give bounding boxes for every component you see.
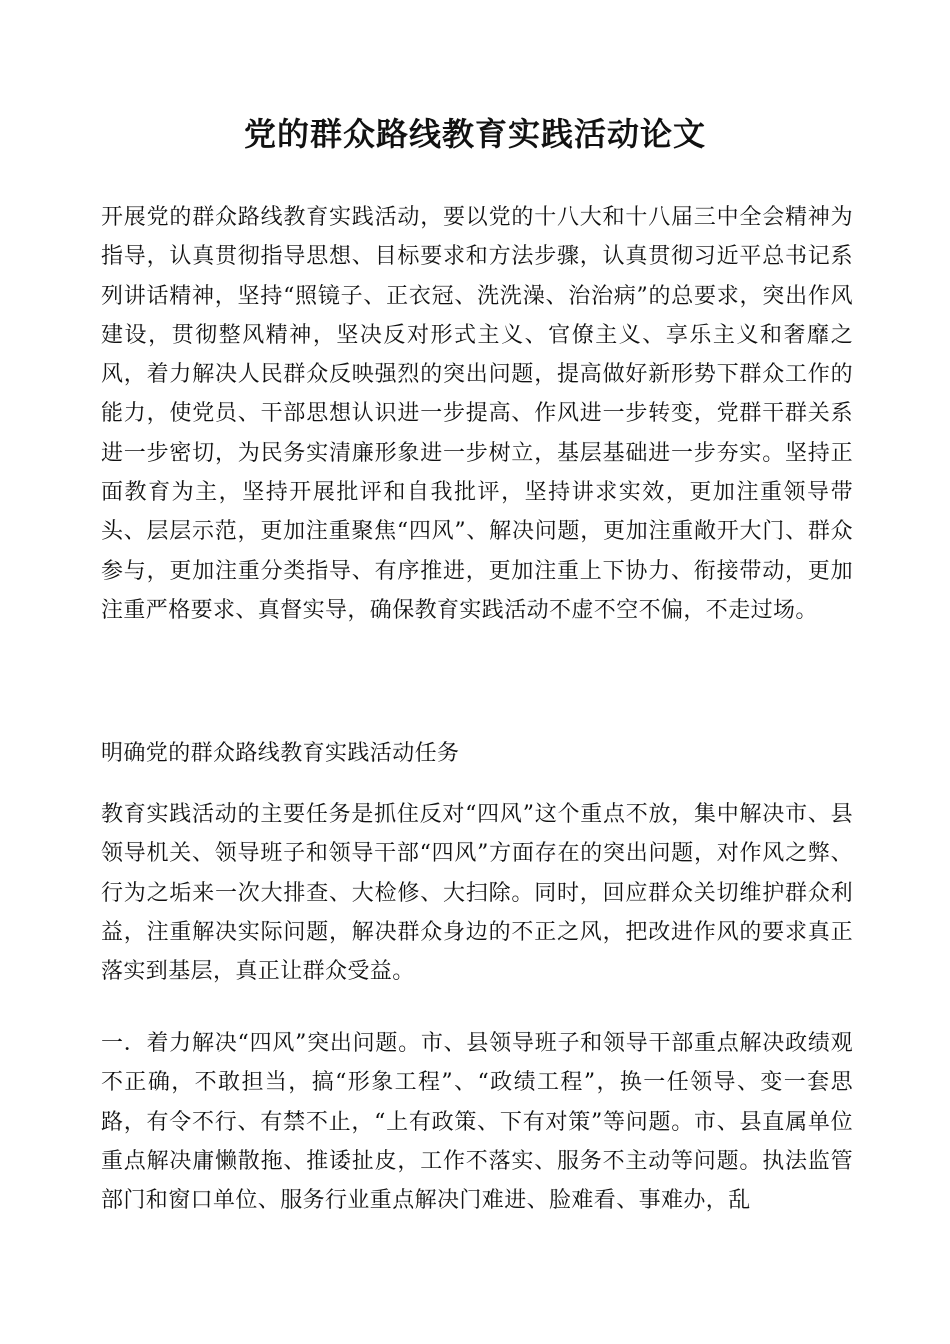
paragraph-intro: 开展党的群众路线教育实践活动，要以党的十八大和十八届三中全会精神为指导，认真贯彻指导思想、目标要求和方法步骤，认真贯彻习近平总书记系列讲话精神，坚持“照镜子、正衣冠、洗洗澡、治治病”的总要求，突出作风建设，贯彻整风精神，坚决反对形式主义、官僚主义、享乐主义和奢靡之风，着力解决人民群众反映强烈的突出问题，提高做好新形势下群众工作的能力，使党员、干部思想认识进一步提高、作风进一步转变，党群干群关系进一步密切，为民务实清廉形象进一步树立，基层基础进一步夯实。坚持正面教育为主，坚持开展批评和自我批评，坚持讲求实效，更加注重领导带头、层层示范，更加注重聚焦“四风”、解决问题，更加注重敞开大门、群众参与，更加注重分类指导、有序推进，更加注重上下协力、衔接带动，更加注重严格要求、真督实导，确保教育实践活动不虚不空不偏，不走过场。 [101, 205, 853, 623]
paragraph-tasks: 教育实践活动的主要任务是抓住反对“四风”这个重点不放，集中解决市、县领导机关、领导班子和领导干部“四风”方面存在的突出问题，对作风之弊、行为之垢来一次大排查、大检修、大扫除。同时，回应群众关切维护群众利益，注重解决实际问题，解决群众身边的不正之风，把改进作风的要求真正落实到基层，真正让群众受益。 [101, 802, 853, 985]
paragraph-four-winds: 一．着力解决“四风”突出问题。市、县领导班子和领导干部重点解决政绩观不正确，不敢担当，搞“形象工程”、“政绩工程”，换一任领导、变一套思路，有令不行、有禁不止，“上有政策、下有对策”等问题。市、县直属单位重点解决庸懒散拖、推诿扯皮，工作不落实、服务不主动等问题。执法监管部门和窗口单位、服务行业重点解决门难进、脸难看、事难办，乱 [101, 1031, 853, 1214]
section-heading: 明确党的群众路线教育实践活动任务 [101, 741, 460, 766]
page-title: 党的群众路线教育实践活动论文 [243, 115, 706, 153]
